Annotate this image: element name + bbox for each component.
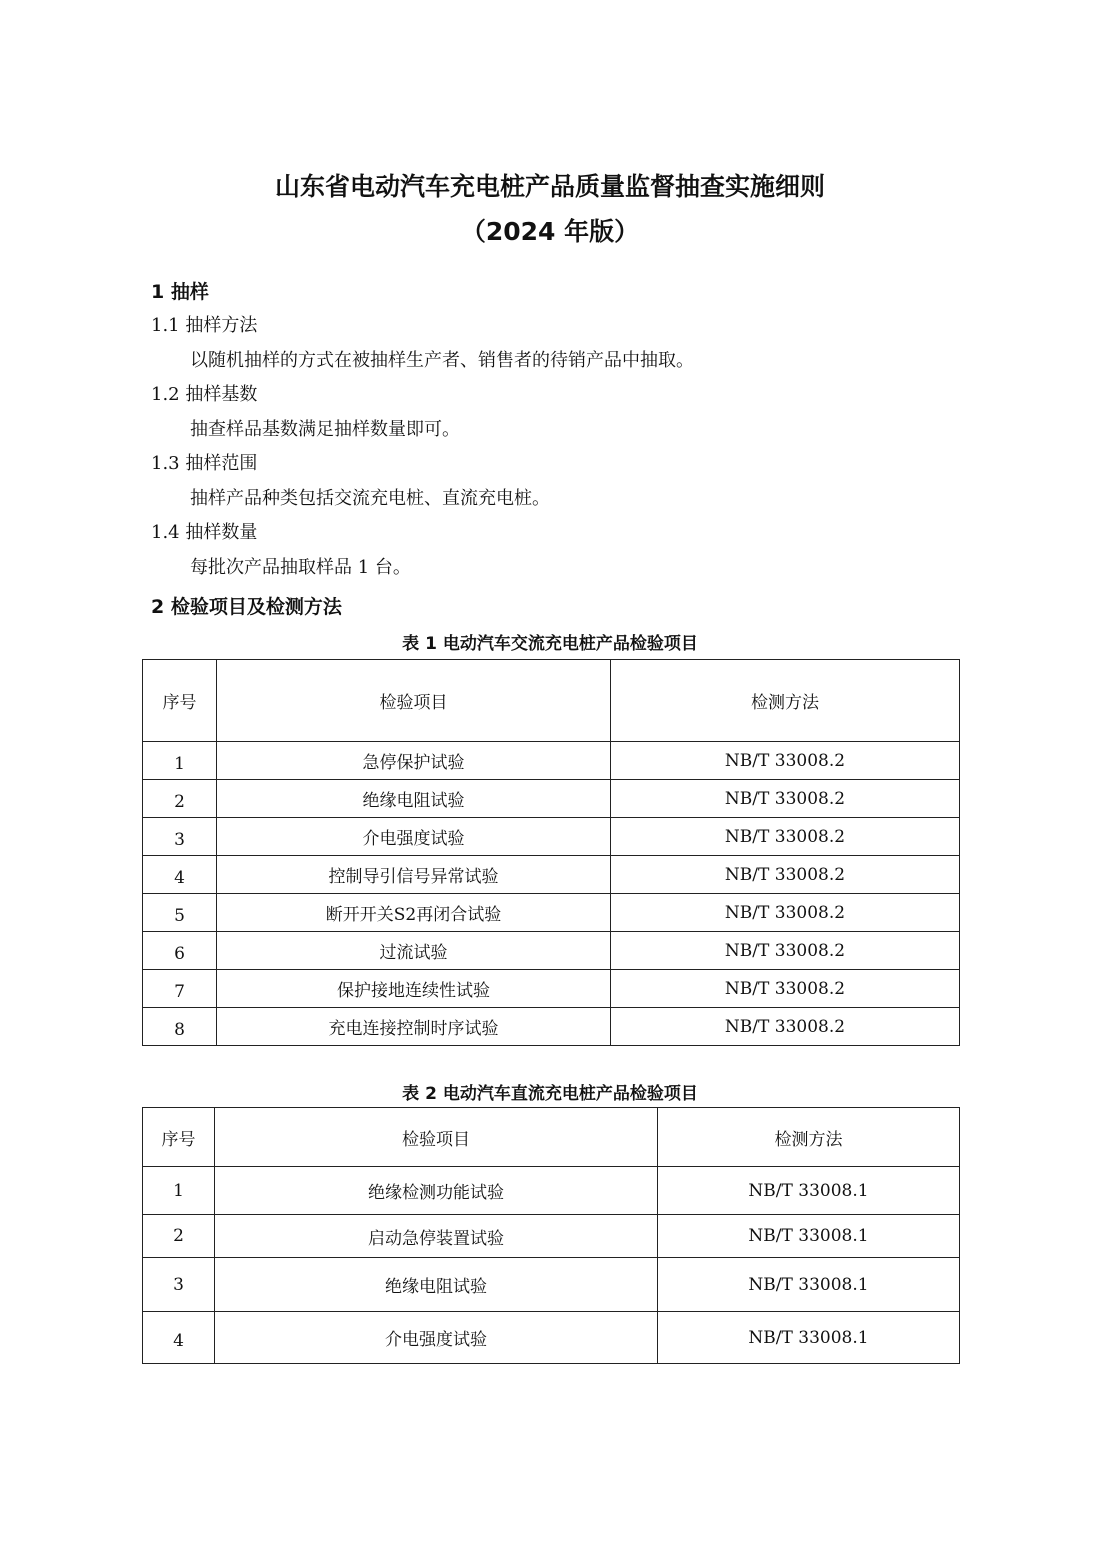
row-index: 2: [143, 780, 217, 818]
table2-caption: 表 2 电动汽车直流充电桩产品检验项目: [402, 1084, 698, 1104]
row-index: 6: [143, 932, 217, 970]
paragraph-base: 抽查样品基数满足抽样数量即可。: [190, 419, 460, 440]
subsection-heading-quantity: 1.4 抽样数量: [151, 522, 258, 543]
row-item: 断开开关S2再闭合试验: [217, 894, 611, 932]
row-method: NB/T 33008.2: [611, 970, 960, 1008]
subsection-heading-method: 1.1 抽样方法: [151, 315, 258, 336]
document-edition: （2024 年版）: [460, 217, 640, 246]
paragraph-quantity: 每批次产品抽取样品 1 台。: [190, 557, 411, 578]
table1-header-method: 检测方法: [611, 660, 960, 742]
table1-header-item: 检验项目: [217, 660, 611, 742]
row-method: NB/T 33008.2: [611, 1008, 960, 1046]
row-method: NB/T 33008.2: [611, 894, 960, 932]
table2-header-row: [143, 1108, 960, 1167]
table-row: [143, 932, 960, 970]
row-method: NB/T 33008.1: [658, 1215, 960, 1258]
table-row: [143, 780, 960, 818]
subsection-heading-base: 1.2 抽样基数: [151, 384, 258, 405]
table2-header-method: 检测方法: [658, 1108, 960, 1167]
table-row: [143, 1258, 960, 1312]
row-index: 5: [143, 894, 217, 932]
row-item: 绝缘检测功能试验: [215, 1167, 658, 1215]
row-item: 介电强度试验: [217, 818, 611, 856]
table-row: [143, 856, 960, 894]
row-item: 保护接地连续性试验: [217, 970, 611, 1008]
table1-caption: 表 1 电动汽车交流充电桩产品检验项目: [402, 634, 698, 654]
table-row: [143, 970, 960, 1008]
row-method: NB/T 33008.2: [611, 856, 960, 894]
table-row: [143, 1008, 960, 1046]
section-heading-sampling: 1 抽样: [151, 281, 209, 303]
row-index: 7: [143, 970, 217, 1008]
table-row: [143, 1215, 960, 1258]
section-heading-inspection: 2 检验项目及检测方法: [151, 596, 342, 618]
row-item: 绝缘电阻试验: [217, 780, 611, 818]
table1-header-row: [143, 660, 960, 742]
row-method: NB/T 33008.1: [658, 1312, 960, 1364]
table1: [142, 659, 960, 1046]
row-index: 4: [143, 856, 217, 894]
row-method: NB/T 33008.2: [611, 932, 960, 970]
table-row: [143, 818, 960, 856]
table-row: [143, 1312, 960, 1364]
row-item: 急停保护试验: [217, 742, 611, 780]
row-index: 1: [143, 742, 217, 780]
row-index: 1: [143, 1167, 215, 1215]
row-item: 过流试验: [217, 932, 611, 970]
subsection-heading-scope: 1.3 抽样范围: [151, 453, 258, 474]
row-item: 启动急停装置试验: [215, 1215, 658, 1258]
row-method: NB/T 33008.2: [611, 742, 960, 780]
row-method: NB/T 33008.1: [658, 1258, 960, 1312]
table1-header-index: 序号: [143, 660, 217, 742]
row-item: 介电强度试验: [215, 1312, 658, 1364]
row-item: 绝缘电阻试验: [215, 1258, 658, 1312]
paragraph-scope: 抽样产品种类包括交流充电桩、直流充电桩。: [190, 488, 550, 509]
table-row: [143, 1167, 960, 1215]
table-row: [143, 742, 960, 780]
row-method: NB/T 33008.2: [611, 780, 960, 818]
row-index: 3: [143, 1258, 215, 1312]
document-title: 山东省电动汽车充电桩产品质量监督抽查实施细则: [274, 172, 825, 201]
table-row: [143, 894, 960, 932]
row-index: 3: [143, 818, 217, 856]
row-index: 4: [143, 1312, 215, 1364]
table2-header-index: 序号: [143, 1108, 215, 1167]
row-method: NB/T 33008.2: [611, 818, 960, 856]
paragraph-method: 以随机抽样的方式在被抽样生产者、销售者的待销产品中抽取。: [190, 350, 694, 371]
row-method: NB/T 33008.1: [658, 1167, 960, 1215]
row-item: 控制导引信号异常试验: [217, 856, 611, 894]
table2-header-item: 检验项目: [215, 1108, 658, 1167]
row-index: 2: [143, 1215, 215, 1258]
row-item: 充电连接控制时序试验: [217, 1008, 611, 1046]
table2: [142, 1107, 960, 1364]
row-index: 8: [143, 1008, 217, 1046]
